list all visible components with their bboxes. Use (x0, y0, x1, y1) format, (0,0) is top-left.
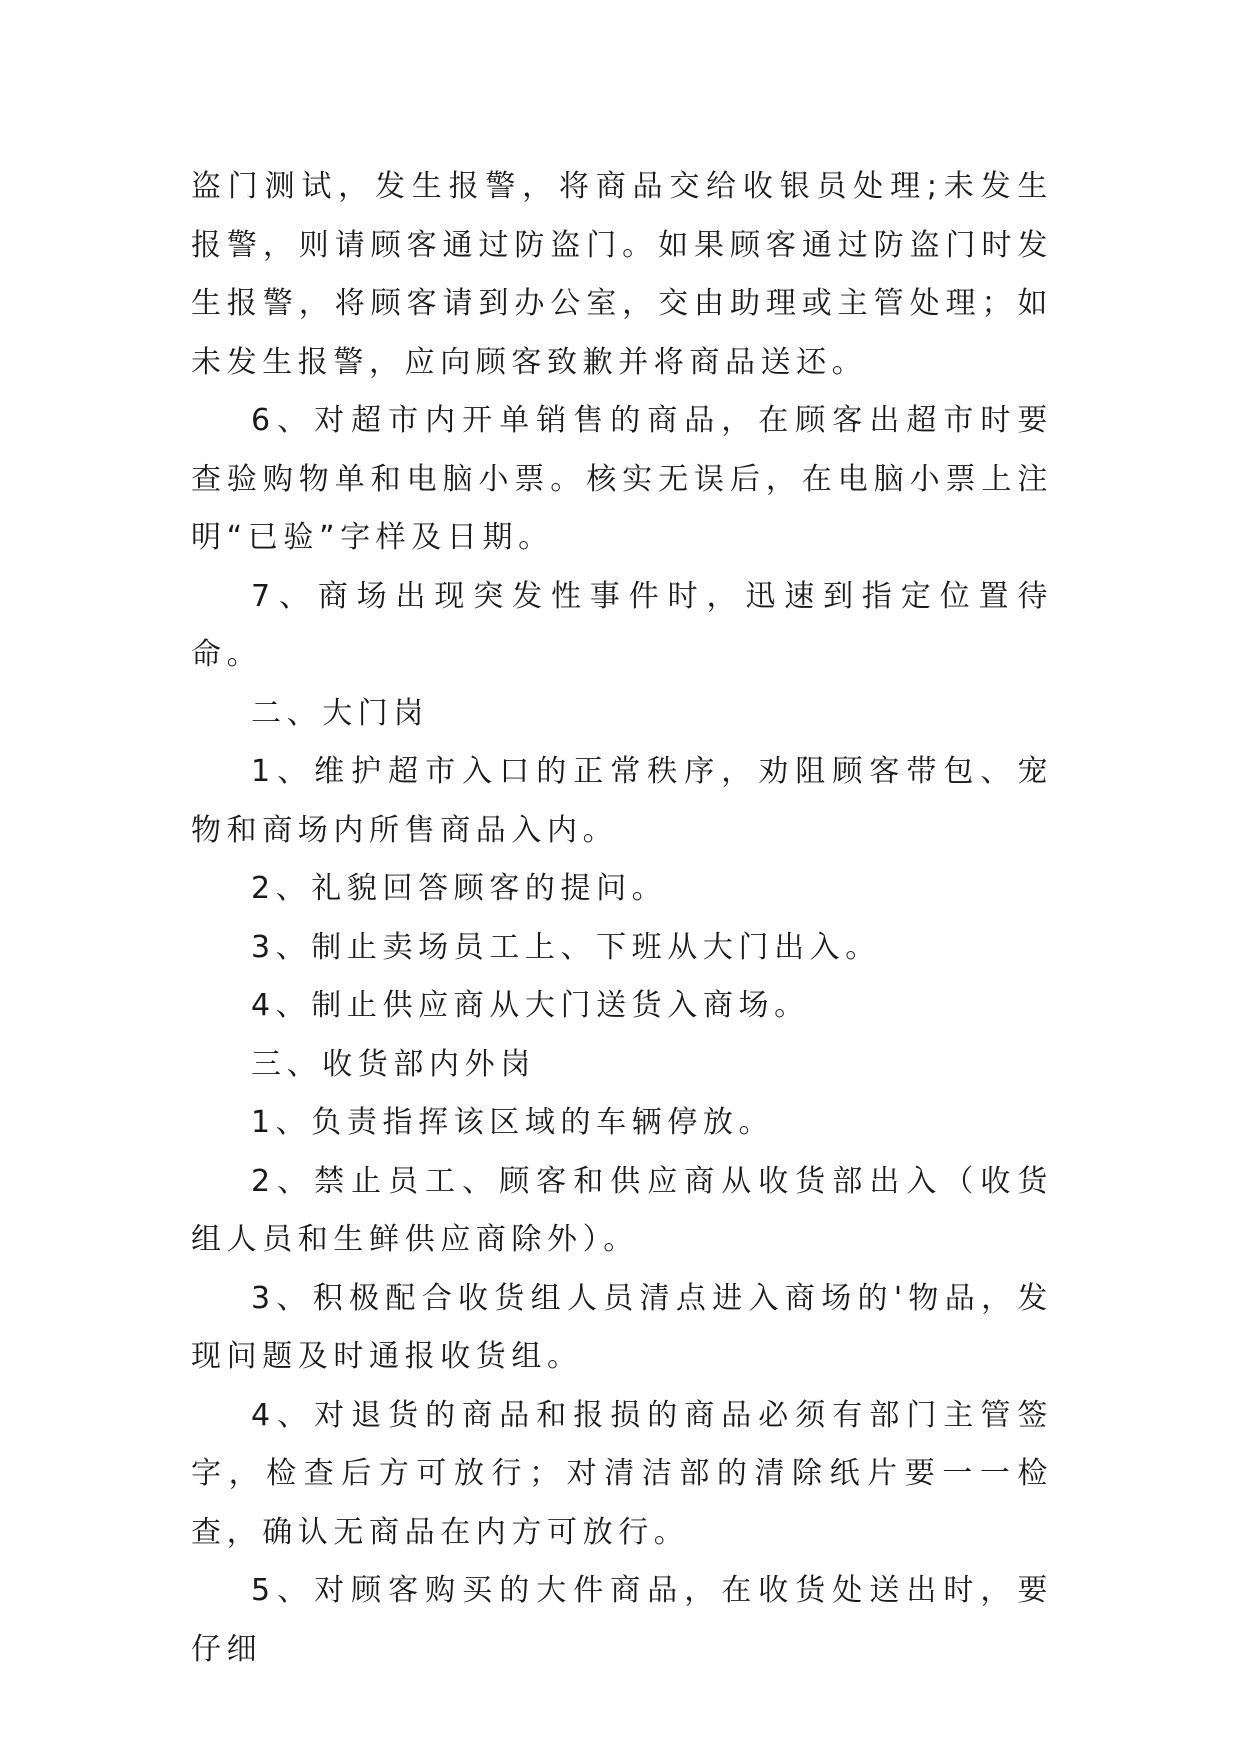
paragraph-receiving-item-5: 5、对顾客购买的大件商品，在收货处送出时，要仔细 (191, 1573, 1053, 1667)
paragraph-item-7: 7、商场出现突发性事件时，迅速到指定位置待命。 (191, 578, 1053, 672)
section-heading-receiving-post: 三、收货部内外岗 (251, 1046, 536, 1082)
paragraph-receiving-item-3: 3、积极配合收货组人员清点进入商场的'物品，发现问题及时通报收货组。 (191, 1280, 1053, 1374)
paragraph-receiving-item-4: 4、对退货的商品和报损的商品必须有部门主管签字，检查后方可放行；对清洁部的清除纸片要一一检查，确认无商品在内方可放行。 (191, 1397, 1053, 1550)
paragraph-receiving-item-2: 2、禁止员工、顾客和供应商从收货部出入（收货组人员和生鲜供应商除外）。 (191, 1163, 1053, 1257)
paragraph-item-6: 6、对超市内开单销售的商品，在顾客出超市时要查验购物单和电脑小票。核实无误后，在电脑小票上注明“已验”字样及日期。 (191, 403, 1053, 555)
document-body (191, 158, 1053, 1679)
paragraph-receiving-item-1: 1、负责指挥该区域的车辆停放。 (251, 1105, 775, 1140)
paragraph-gate-item-4: 4、制止供应商从大门送货入商场。 (251, 988, 810, 1023)
paragraph-gate-item-3: 3、制止卖场员工上、下班从大门出入。 (251, 929, 881, 965)
paragraph-continued: 盗门测试，发生报警，将商品交给收银员处理;未发生报警，则请顾客通过防盗门。如果顾客通过防盗门时发生报警，将顾客请到办公室，交由助理或主管处理；如未发生报警，应向顾客致歉并将商品送还。 (191, 169, 1053, 380)
section-heading-gate-post: 二、大门岗 (251, 695, 429, 731)
paragraph-gate-item-2: 2、礼貌回答顾客的提问。 (251, 871, 668, 906)
paragraph-gate-item-1: 1、维护超市入口的正常秩序，劝阻顾客带包、宠物和商场内所售商品入内。 (191, 754, 1053, 848)
